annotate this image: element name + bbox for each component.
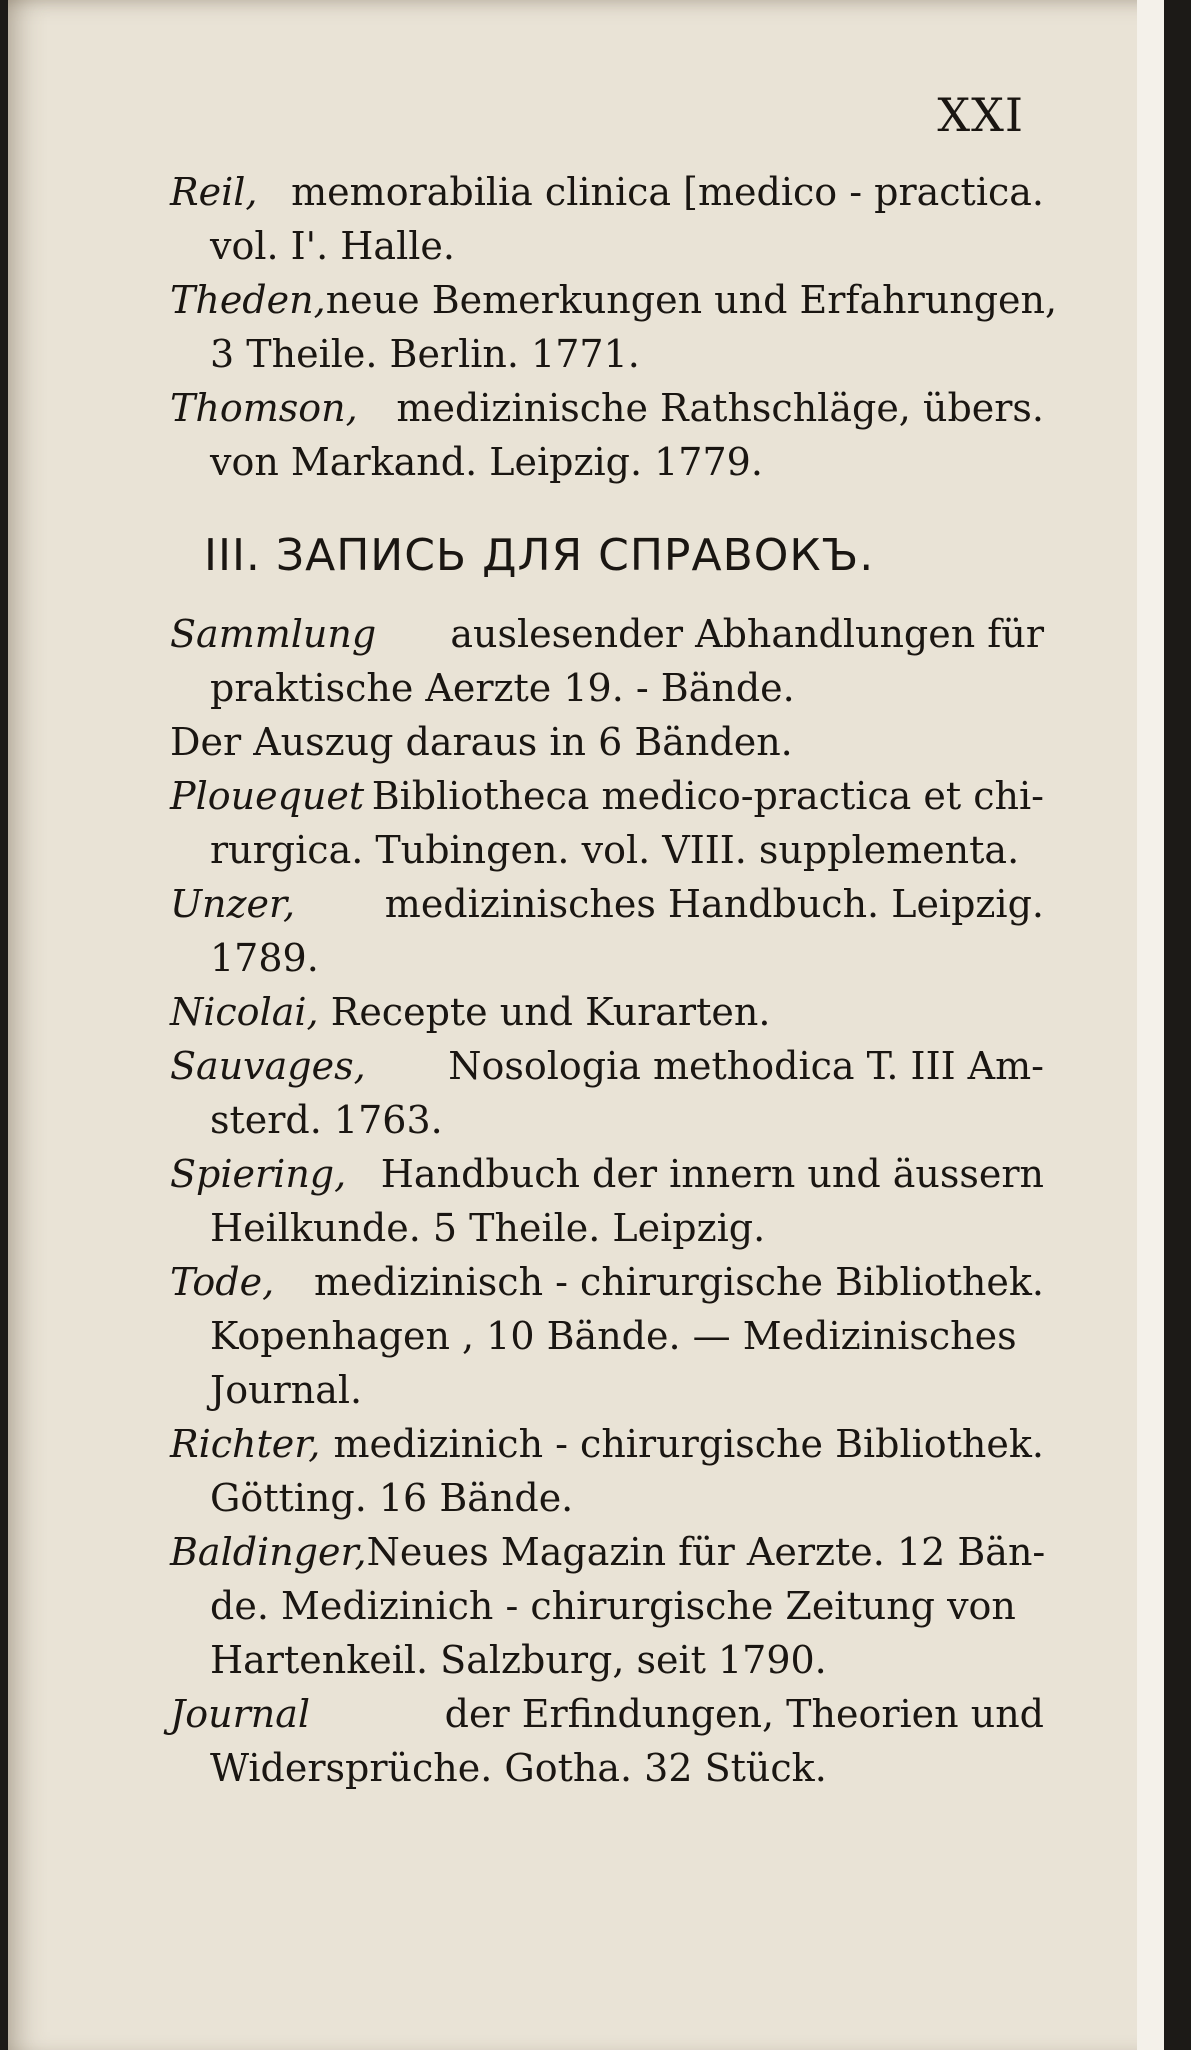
entry-line <box>8 222 1164 270</box>
entry-author: Spiering, <box>170 1152 347 1196</box>
entry-text: der Erfindungen, Theorien und <box>444 1692 1044 1736</box>
entry-line <box>8 934 1164 982</box>
entry-author: Journal <box>170 1692 311 1736</box>
entry-line <box>8 1258 1164 1306</box>
entry-author: Plouequet <box>170 774 365 818</box>
entry-text: vol. I'. Halle. <box>210 224 455 268</box>
entry-text: medizinich - chirurgische Bibliothek. <box>333 1422 1044 1466</box>
entry-line <box>8 1582 1164 1630</box>
entry-text: Nosologia methodica T. III Am- <box>448 1044 1044 1088</box>
entry-text: Hartenkeil. Salzburg, seit 1790. <box>210 1638 827 1682</box>
entry-text: 1789. <box>210 936 319 980</box>
entry-text: Handbuch der innern und äussern <box>380 1152 1044 1196</box>
entry-text: Kopenhagen , 10 Bände. — Medizinisches <box>210 1314 1017 1358</box>
entry-text: praktische Aerzte 19. - Bände. <box>210 666 795 710</box>
entry-text: rurgica. Tubingen. vol. VIII. supplementa. <box>210 828 1020 872</box>
entry-text: Neues Magazin für Aerzte. 12 Bän- <box>366 1530 1046 1574</box>
entry-line <box>8 664 1164 712</box>
entry-line <box>8 772 1164 820</box>
entry-author: Tode, <box>170 1260 275 1304</box>
entry-line <box>8 1636 1164 1684</box>
entry-author: Reil, <box>170 170 258 214</box>
entry-line <box>8 1366 1164 1414</box>
entry-author: Baldinger, <box>170 1530 367 1574</box>
entry-line <box>8 988 1164 1036</box>
entry-line <box>8 1528 1164 1576</box>
entry-text: 3 Theile. Berlin. 1771. <box>210 332 640 376</box>
entry-line <box>8 1204 1164 1252</box>
entry-text: de. Medizinich - chirurgische Zeitung von <box>210 1584 1016 1628</box>
entry-line <box>8 610 1164 658</box>
entry-line <box>8 1744 1164 1792</box>
entry-line <box>8 1042 1164 1090</box>
entry-line <box>8 438 1164 486</box>
entry-line <box>8 276 1164 324</box>
entry-text: Götting. 16 Bände. <box>210 1476 574 1520</box>
entry-line <box>8 168 1164 216</box>
entry-text: Bibliotheca medico-practica et chi- <box>371 774 1044 818</box>
entry-line <box>8 1474 1164 1522</box>
entry-text: neue Bemerkungen und Erfahrungen, <box>325 278 1058 322</box>
entry-text: sterd. 1763. <box>210 1098 443 1142</box>
entry-line <box>8 826 1164 874</box>
entry-author: Sammlung <box>170 612 377 656</box>
entry-text: Der Auszug daraus in 6 Bänden. <box>170 720 793 764</box>
entry-text: Journal. <box>210 1368 363 1412</box>
entry-line <box>8 1150 1164 1198</box>
page-number: XXI <box>937 88 1024 142</box>
section-heading: III. ЗАПИСЬ ДЛЯ СПРАВОКЪ. <box>204 530 875 581</box>
entry-author: Thomson, <box>170 386 358 430</box>
book-page <box>8 0 1164 2050</box>
entry-line <box>8 1312 1164 1360</box>
entry-text: medizinisch - chirurgische Bibliothek. <box>314 1260 1044 1304</box>
entry-line <box>8 718 1164 766</box>
entry-author: Sauvages, <box>170 1044 366 1088</box>
entry-text: Recepte und Kurarten. <box>330 990 771 1034</box>
entry-line <box>8 1096 1164 1144</box>
entry-line <box>8 1690 1164 1738</box>
entry-text: medizinische Rathschläge, übers. <box>396 386 1044 430</box>
entry-line <box>8 384 1164 432</box>
entry-text: auslesender Abhandlungen für <box>450 612 1044 656</box>
entry-author: Nicolai, <box>170 990 319 1034</box>
entry-author: Richter, <box>170 1422 321 1466</box>
entry-text: memorabilia clinica [medico - practica. <box>291 170 1044 214</box>
entry-author: Theden, <box>170 278 326 322</box>
entry-text: von Markand. Leipzig. 1779. <box>210 440 763 484</box>
entry-text: medizinisches Handbuch. Leipzig. <box>384 882 1044 926</box>
entry-line <box>8 880 1164 928</box>
entry-author: Unzer, <box>170 882 296 926</box>
entry-text: Widersprüche. Gotha. 32 Stück. <box>210 1746 827 1790</box>
entry-line <box>8 330 1164 378</box>
entry-line <box>8 1420 1164 1468</box>
entry-text: Heilkunde. 5 Theile. Leipzig. <box>210 1206 766 1250</box>
